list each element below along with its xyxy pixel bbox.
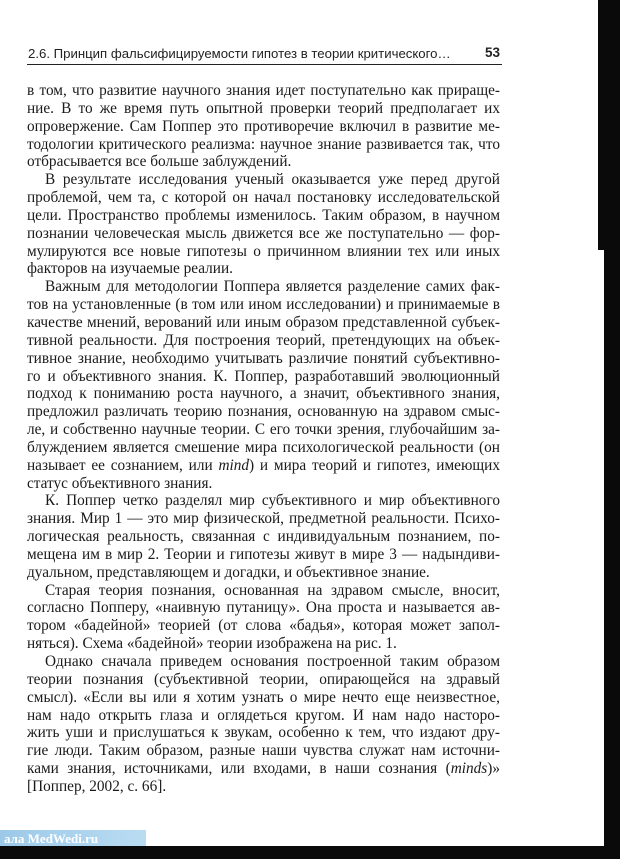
watermark: ала MedWedi.ru	[0, 830, 146, 848]
text-line: в том, что развитие научного знания идет поступательно как прираще-	[27, 82, 500, 99]
paragraph	[27, 278, 500, 492]
paragraph	[27, 492, 500, 581]
text-segment: )»	[487, 760, 500, 778]
text-line: тов на установленные (в том или ином исследовании) и принимаемые в	[27, 296, 500, 314]
text-line: Однако сначала приведем основания построенной таким образом	[45, 653, 500, 670]
text-line: тивное знание, необходимо учитывать различие понятий субъективно-	[27, 349, 500, 367]
text-line: смысл). «Если вы или я хотим узнать о мире нечто еще неизвестное,	[27, 688, 500, 706]
text-line: блуждением является смешение мира психологической реальности (он	[27, 438, 500, 456]
text-line: логическая реальность, связанная с индивидуальным познанием, по-	[27, 528, 500, 546]
text-line: жить уши и прислушаться к звукам, особенно к тем, что издают дру-	[27, 724, 500, 742]
text-line: В результате исследования ученый оказывается уже перед другой	[45, 171, 500, 189]
paragraph	[27, 582, 500, 653]
text-line: Старая теория познания, основанная на здравом смысле, вносит,	[45, 581, 500, 599]
text-line: ние. В то же время путь опытной проверки теорий предполагает их	[27, 99, 500, 117]
text-line: отбрасывается все больше заблуждений.	[27, 153, 292, 171]
text-line: мулируются все новые гипотезы о причинном влиянии тех или иных	[27, 242, 500, 260]
text-segment: называет ее сознанием, или	[27, 456, 219, 474]
text-line: гие люди. Таким образом, разные наши чувства служат нам источни-	[27, 742, 500, 760]
text-line: го и объективного знания. К. Поппер, разработавший эволюционный	[27, 367, 500, 385]
text-line: факторов на изучаемые реалии.	[27, 260, 233, 278]
text-line: опровержение. Сам Поппер это противоречие включил в развитие ме-	[27, 117, 500, 135]
scan-border-right	[604, 0, 620, 859]
text-line: цели. Пространство проблемы изменилось. Таким образом, в научном	[27, 206, 500, 224]
text-line: нам надо открыть глаза и оглядеться кругом. И нам надо насторо-	[27, 706, 500, 724]
text-segment: ками знания, источниками, или входами, в наши сознания (	[27, 760, 451, 778]
text-line: подход к пониманию роста научного, а значит, объективного знания,	[27, 385, 500, 403]
text-line: качестве мнений, верований или иным образом представленной субъек-	[27, 313, 500, 331]
text-line: статус объективного знания.	[27, 474, 213, 492]
scan-border-bottom	[0, 846, 620, 859]
text-line: Важным для методологии Поппера является разделение самих фак-	[45, 278, 500, 296]
italic-term: minds	[450, 760, 488, 778]
text-line: теории познания (субъективной теории, опирающейся на здравый	[27, 670, 500, 688]
text-line: проблемой, чем та, с которой он начал постановку исследовательской	[27, 189, 500, 207]
paragraph	[27, 82, 500, 171]
page-number: 53	[484, 45, 500, 60]
text-line	[27, 760, 500, 778]
text-line: [Поппер, 2002, с. 66].	[27, 777, 167, 795]
running-title: 2.6. Принцип фальсифицируемости гипотез в теории критического…	[28, 46, 451, 61]
text-line: ле, и собственно научные теории. С его точки зрения, глубочайшим за-	[27, 421, 500, 439]
running-header	[27, 44, 502, 65]
text-segment: ) и мира теорий и гипотез, имеющих	[249, 456, 500, 474]
text-line: тивной реальности. Для построения теорий, претендующих на объек-	[27, 331, 500, 349]
text-line: К. Поппер четко разделял мир субъективного и мир объективного	[45, 492, 500, 510]
text-line: мещена им в мир 2. Теории и гипотезы живут в мире 3 — надындиви-	[27, 545, 500, 563]
text-line: предложил различать теорию познания, основанную на здравом смыс-	[27, 403, 500, 421]
text-line: тодологии критического реализма: научное знание развивается так, что	[27, 135, 500, 153]
text-line: тором «бадейной» теорией (от слова «бадья», которая может запол-	[27, 617, 500, 635]
paragraph	[27, 171, 500, 278]
body-text	[27, 82, 500, 796]
text-line: дуальном, представляющем и догадки, и объективное знание.	[27, 563, 430, 581]
text-line: познании человеческая мысль движется все же поступательно — фор-	[27, 224, 500, 242]
italic-term: mind	[218, 456, 250, 474]
text-line	[27, 457, 500, 475]
text-line: няться). Схема «бадейной» теории изображена на рис. 1.	[27, 635, 397, 653]
text-line: знания. Мир 1 — это мир физической, предметной реальности. Психо-	[27, 510, 500, 528]
paragraph	[27, 653, 500, 796]
text-line: согласно Попперу, «наивную путаницу». Она проста и называется ав-	[27, 599, 500, 617]
